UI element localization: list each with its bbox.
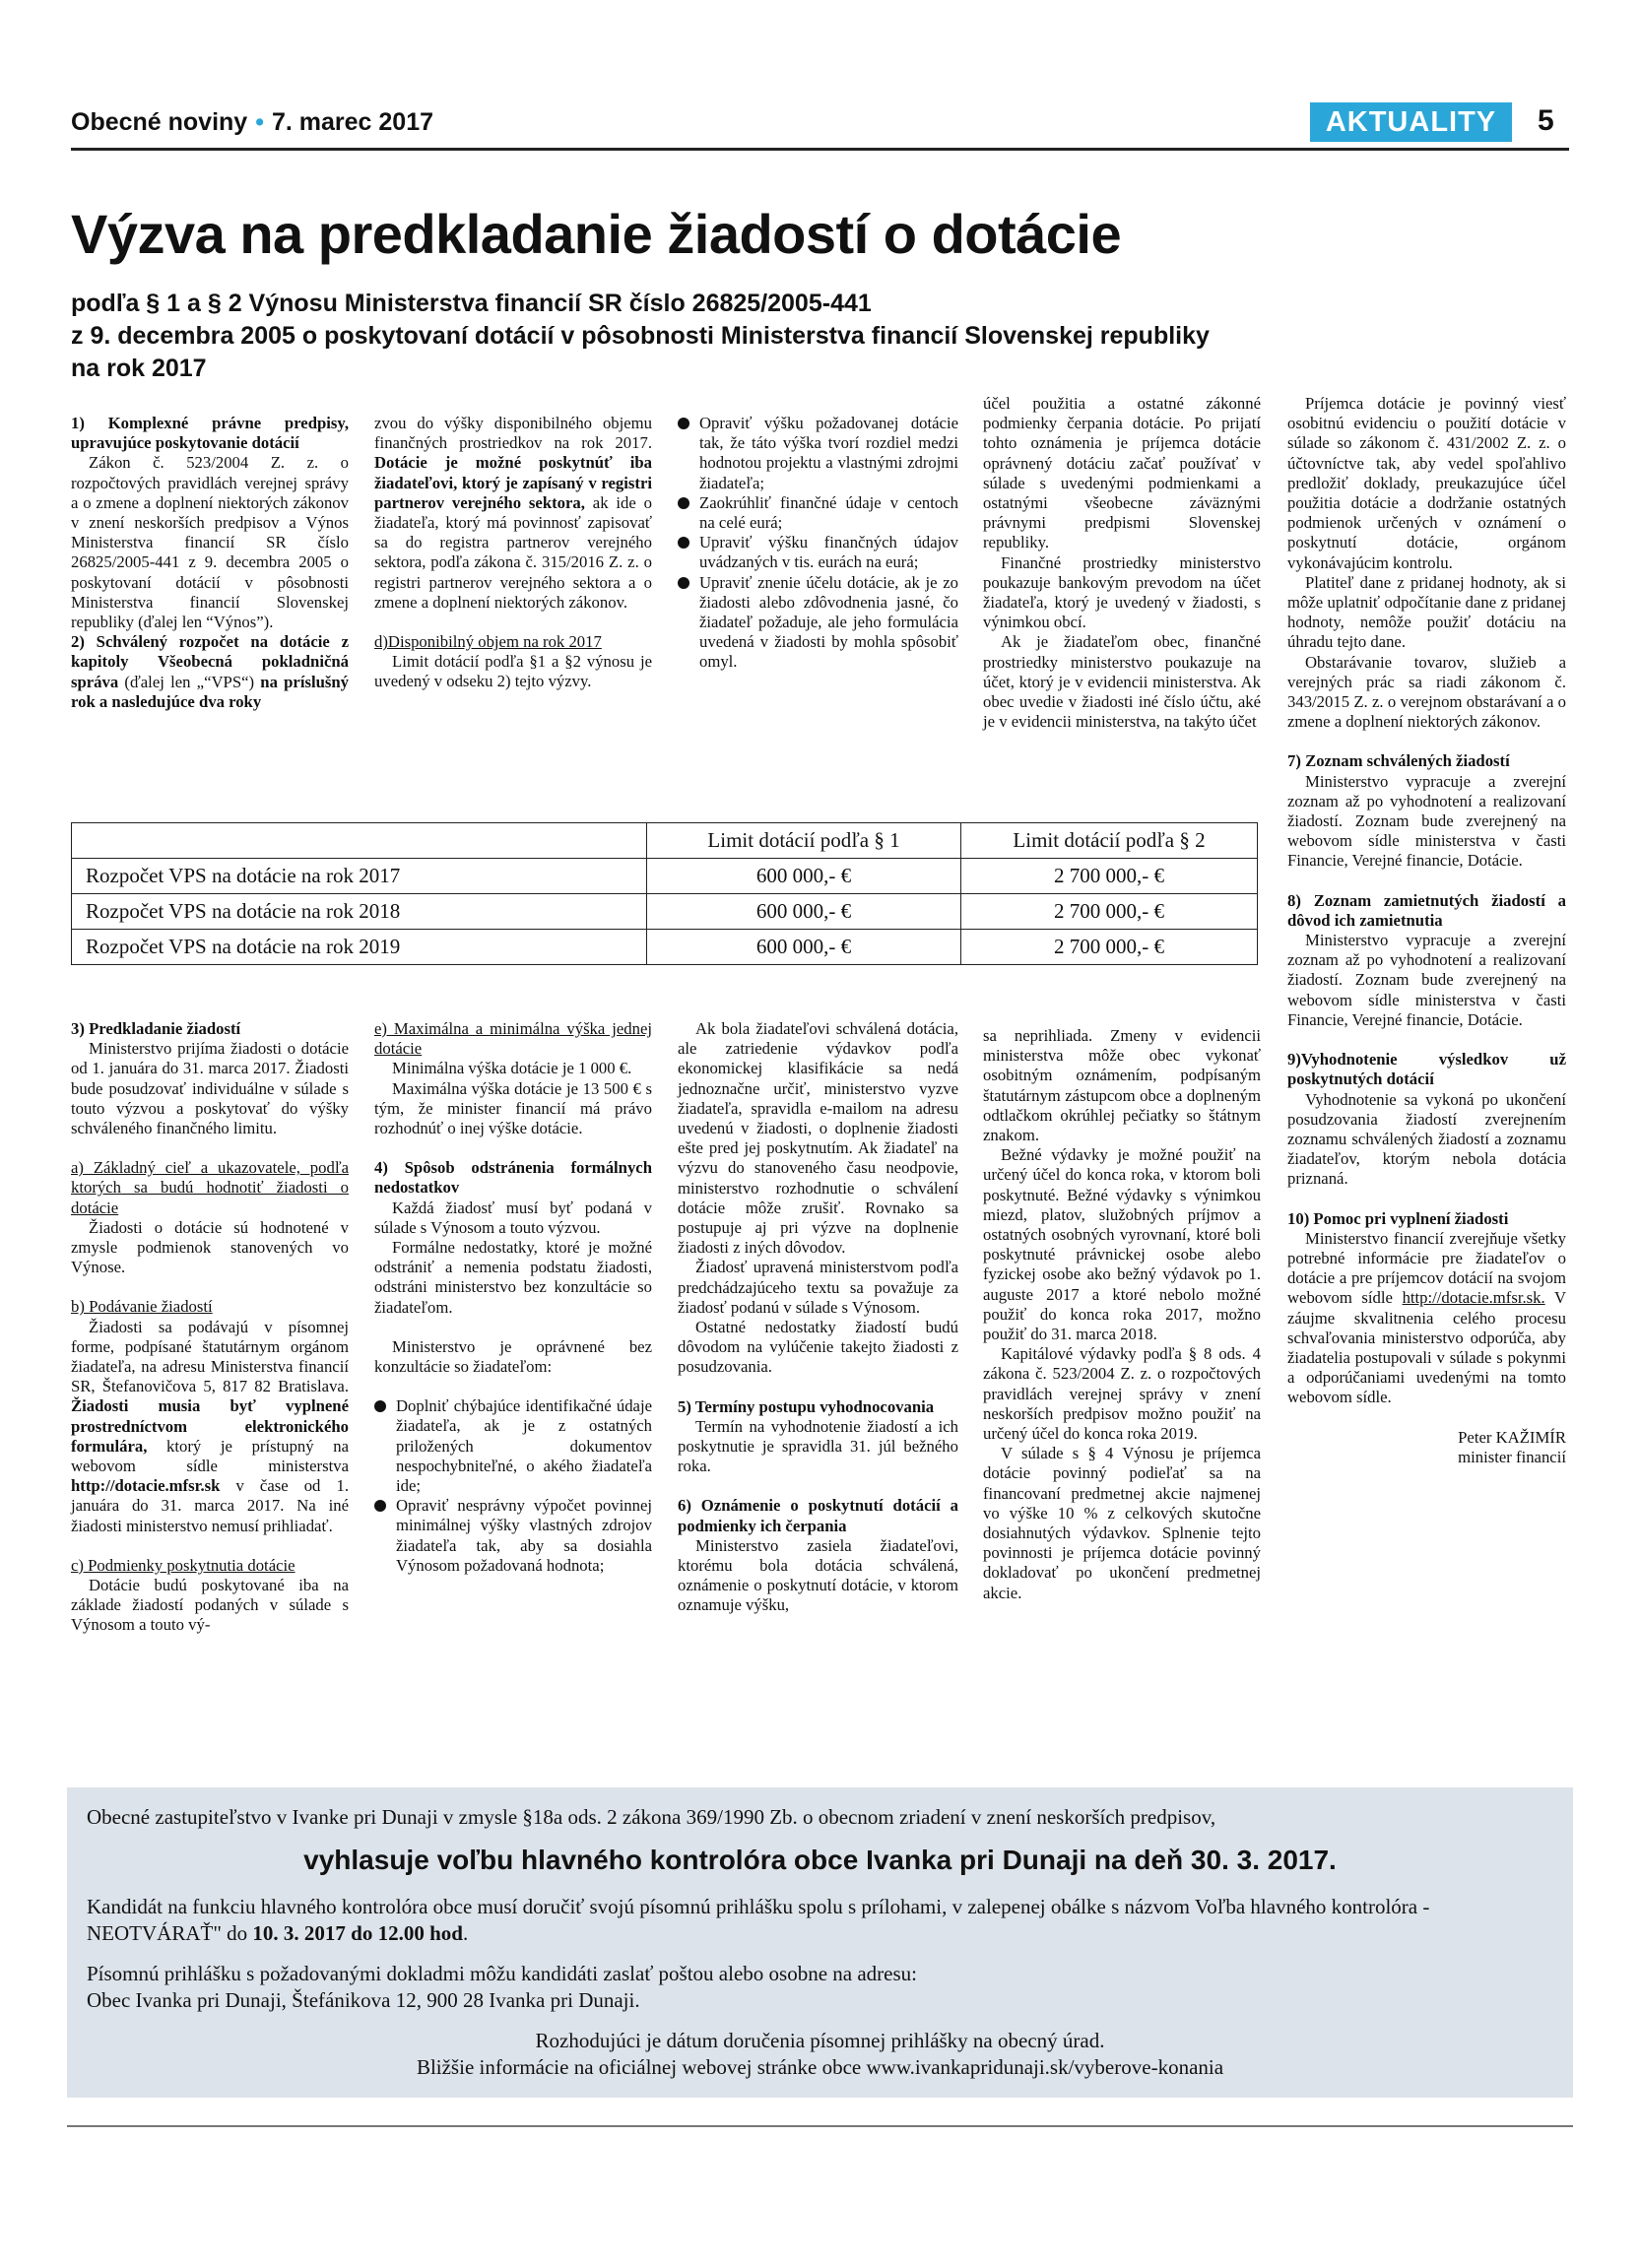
notice-footer [67, 2028, 1573, 2081]
paragraph: Dotácie budú poskytované iba na základe žiadostí podaných v súlade s Výnosom a touto vý- [71, 1576, 349, 1635]
table-cell: Rozpočet VPS na dotácie na rok 2017 [72, 859, 647, 894]
paragraph: Ostatné nedostatky žiadostí budú dôvodom na vylúčenie takejto žiadosti z posudzovania. [678, 1318, 958, 1377]
lower-column-3 [678, 1019, 958, 1616]
paragraph: sa neprihliada. Zmeny v evidencii ministerstva môže obec vykonať osobitným oznámením, podpísaným štatutárnym zástupcom obce a doplneným odtlačkom okrúhlej pečiatky so štátnym znakom. [983, 1026, 1261, 1145]
text-run: Ministerstvo financií zverejňuje všetky potrebné informácie pre žiadateľov o dotácie a pre príjemcov dotácií na svojom webovom sídle [1287, 1228, 1566, 1308]
text-run: ak ide o žiadateľa, ktorý má povinnosť zapisovať sa do registra partnerov verejného sektora, podľa zákona č. 315/2016 Z. z. o registri partnerov verejného sektora a o zmene a doplnení niektorých zákonov. [374, 492, 652, 612]
table-row [72, 930, 1258, 965]
text-run: Kandidát na funkciu hlavného kontrolóra obce musí doručiť svojú písomnú prihlášku spolu s prílohami, v zalepenej obálke s názvom Voľba hlavného kontrolóra - NEOTVÁRAŤ" do [87, 1895, 1430, 1945]
table-cell: 2 700 000,- € [961, 859, 1258, 894]
paper-name: Obecné noviny [71, 108, 248, 136]
list-item [374, 1396, 652, 1496]
signature-name: Peter KAŽIMÍR [1458, 1427, 1566, 1447]
list-item [678, 493, 958, 533]
spacer [1287, 1408, 1566, 1428]
list-item-text: Opraviť výšku požadovanej dotácie tak, že táto výška tvorí rozdiel medzi hodnotou projektu a vlastnými zdrojmi žiadateľa; [699, 414, 958, 492]
article-title: Výzva na predkladanie žiadostí o dotácie [71, 203, 1122, 265]
paragraph: Bežné výdavky je možné použiť na určený účel do konca roka, v ktorom boli poskytnuté. Bežné výdavky s výnimkou miezd, platov, služobných príjmov a ostatných osobných vyrovnaní, ktoré boli poskytnuté právnickej osobe alebo fyzickej osobe ako bežný výdavok po 1. auguste 2017 a ktoré nebolo možné použiť do konca roka 2017, možno použiť do 31. marca 2018. [983, 1145, 1261, 1344]
bullet-icon [374, 1500, 386, 1512]
bullet-icon [678, 577, 689, 589]
text-line: Rozhodujúci je dátum doručenia písomnej prihlášky na obecný úrad. [535, 2029, 1105, 2052]
list-item-text: Opraviť nesprávny výpočet povinnej minimálnej výšky vlastných zdrojov žiadateľa tak, aby sa dosiahla Výnosom požadovaná hodnota; [396, 1496, 652, 1575]
paragraph: Ministerstvo vypracuje a zverejní zoznam až po vyhodnotení a realizovaní žiadostí. Zoznam bude zverejnený na webovom sídle ministerstva v časti Financie, Verejné financie, Dotácie. [1287, 771, 1566, 871]
spacer [1287, 1190, 1566, 1209]
subsection-heading: e) Maximálna a minimálna výška jednej dotácie [374, 1019, 652, 1059]
upper-column-3 [678, 414, 958, 673]
paragraph [71, 632, 349, 712]
paragraph: Ministerstvo vypracuje a zverejní zoznam až po vyhodnotení a realizovaní žiadostí. Zoznam bude zverejnený na webovom sídle ministerstva v časti Financie, Verejné financie, Dotácie. [1287, 931, 1566, 1029]
address-line: Obec Ivanka pri Dunaji, Štefánikova 12, 900 28 Ivanka pri Dunaji. [87, 1988, 640, 2012]
text-line: Písomnú prihlášku s požadovanými dokladmi môžu kandidáti zaslať poštou alebo osobne na adresu: [87, 1962, 917, 1985]
bullet-icon [374, 1400, 386, 1412]
section-heading: 1) Komplexné právne predpisy, upravujúce poskytovanie dotácií [71, 414, 349, 453]
bullet-separator: • [255, 108, 264, 136]
list-item-text: Upraviť znenie účelu dotácie, ak je zo žiadosti alebo zdôvodnenia jasné, čo žiadateľ požaduje, ale jeho formulácia uvedená v žiadosti by mohla spôsobiť omyl. [699, 572, 958, 672]
paragraph: Príjemca dotácie je povinný viesť osobitnú evidenciu o použití dotácie v súlade so zákonom č. 431/2002 Z. z. o účtovníctve tak, aby vedel spoľahlivo predložiť doklady, preukazujúce účel použitia dotácie a dodržanie ostatných podmienok určených v oznámení o poskytnutí dotácie, orgánom vykonávajúcim kontrolu. [1287, 394, 1566, 572]
spacer [678, 1378, 958, 1397]
text-run: v čase od 1. januára do 31. marca 2017. Na iné žiadosti ministerstvo nemusí prihliadať. [71, 1476, 349, 1535]
section-heading: 8) Zoznam zamietnutých žiadostí a dôvod ich zamietnutia [1287, 890, 1566, 930]
paragraph: Ak je žiadateľom obec, finančné prostriedky ministerstvo poukazuje na účet, ktorý je v evidencii ministerstva. Ak obec uvedie v žiadosti iné číslo účtu, aké je v evidencii ministerstva, na takýto účet [983, 632, 1261, 732]
table-cell: 2 700 000,- € [961, 930, 1258, 965]
spacer [1287, 872, 1566, 891]
paragraph: Minimálna výška dotácie je 1 000 €. [392, 1059, 632, 1078]
election-notice-box [67, 1787, 1573, 2098]
list-item-text: Doplniť chýbajúce identifikačné údaje žiadateľa, ak je z ostatných priložených dokumentov nespochybniteľné, o akého žiadateľa ide; [396, 1396, 652, 1496]
spacer [71, 1536, 349, 1556]
paragraph: Vyhodnotenie sa vykoná po ukončení posudzovania žiadostí zverejnením zoznamu schválených žiadostí a zoznamu žiadateľov, ktorým nebola dotácia priznaná. [1287, 1089, 1566, 1189]
text-run: ktorý je prístupný na webovom sídle ministerstva [71, 1436, 349, 1476]
list-item [678, 533, 958, 572]
table-header-cell: Limit dotácií podľa § 1 [647, 823, 961, 859]
text-run: zvou do výšky disponibilného objemu finančných prostriedkov na rok 2017. [374, 414, 652, 453]
paragraph: Žiadosť upravená ministerstvom podľa predchádzajúceho textu sa považuje za žiadosť podanú v súlade s Výnosom. [678, 1258, 958, 1317]
paragraph: Ministerstvo zasiela žiadateľovi, ktorému bola dotácia schválená, oznámenie o poskytnutí dotácie, v ktorom oznamuje výšku, [678, 1535, 958, 1615]
subtitle-line: podľa § 1 a § 2 Výnosu Ministerstva financií SR číslo 26825/2005-441 [71, 290, 872, 317]
table-cell: Rozpočet VPS na dotácie na rok 2019 [72, 930, 647, 965]
section-heading: 4) Spôsob odstránenia formálnych nedostatkov [374, 1158, 652, 1198]
text-run: Dotácie je možné poskytnúť iba žiadateľovi, ktorý je zapísaný v registri partnerov verejného sektora, [374, 453, 652, 512]
bullet-icon [678, 418, 689, 429]
table-cell: Rozpočet VPS na dotácie na rok 2018 [72, 894, 647, 930]
spacer [71, 1138, 349, 1158]
text-run: . [462, 1921, 469, 1945]
table-header-row [72, 823, 1258, 859]
list-item [374, 1496, 652, 1576]
deadline: 10. 3. 2017 do 12.00 hod [252, 1921, 463, 1945]
subsection-heading: a) Základný cieľ a ukazovatele, podľa ktorých sa budú hodnotiť žiadosti o dotácie [71, 1158, 349, 1217]
subsection-heading: d)Disponibilný objem na rok 2017 [374, 632, 602, 652]
spacer [1287, 732, 1566, 751]
subsection-heading: b) Podávanie žiadostí [71, 1297, 213, 1317]
lower-column-4 [983, 1026, 1261, 1603]
paragraph: Kapitálové výdavky podľa § 8 ods. 4 zákona č. 523/2004 Z. z. o rozpočtových pravidlách verejnej správy v znení neskorších predpisov možno použiť na určený účel do konca roka 2019. [983, 1344, 1261, 1444]
section-heading: 9)Vyhodnotenie výsledkov už poskytnutých dotácií [1287, 1050, 1566, 1089]
table-row [72, 859, 1258, 894]
notice-paragraph [87, 1961, 1544, 2014]
list-item-text: Upraviť výšku finančných údajov uvádzaných v tis. eurách na eurá; [699, 533, 958, 572]
website-line: Bližšie informácie na oficiálnej webovej stránke obce www.ivankapridunaji.sk/vyberove-konania [416, 2055, 1224, 2079]
paragraph: Termín na vyhodnotenie žiadostí a ich poskytnutie je spravidla 31. júl bežného roka. [678, 1416, 958, 1476]
budget-table [71, 822, 1258, 965]
spacer [374, 1138, 652, 1158]
lower-column-2 [374, 1019, 652, 1576]
paragraph: Ak bola žiadateľovi schválená dotácia, ale zatriedenie výdavkov podľa ekonomickej klasifikácie sa nedá jednoznačne určiť, ministerstvo vyzve žiadateľa, spravidla e-mailom na adresu uvedenú v žiadosti, o doplnenie žiadosti ešte pred jej poskytnutím. Ak žiadateľ na výzvu do stanoveného času neodpovie, ministerstvo rozhodnutie o schválení dotácie môže zrušiť. Rovnako sa postupuje aj pri výzve na doplnenie žiadosti z iných dôvodov. [678, 1019, 958, 1258]
website-link[interactable]: http://dotacie.mfsr.sk. [1402, 1288, 1545, 1308]
text-run: (ďalej len „“VPS“) [118, 672, 261, 691]
subsection-heading: c) Podmienky poskytnutia dotácie [71, 1555, 295, 1575]
table-cell: 600 000,- € [647, 859, 961, 894]
lower-column-1 [71, 1019, 349, 1636]
upper-column-1 [71, 414, 349, 712]
running-header [71, 108, 433, 137]
spacer [374, 613, 652, 632]
article-subtitle [71, 288, 1509, 385]
paragraph: Ministerstvo prijíma žiadosti o dotácie od 1. januára do 31. marca 2017. Žiadosti bude posudzovať individuálne v súlade s touto výzvou a poskytovať do výšky schváleného finančného limitu. [71, 1039, 349, 1138]
paragraph: Maximálna výška dotácie je 13 500 € s tým, že minister financií má právo rozhodnúť o inej výške dotácie. [374, 1078, 652, 1138]
paragraph: Limit dotácií podľa §1 a §2 výnosu je uvedený v odseku 2) tejto výzvy. [374, 652, 652, 691]
section-heading: 6) Oznámenie o poskytnutí dotácií a podmienky ich čerpania [678, 1496, 958, 1535]
paragraph [71, 1318, 349, 1536]
paragraph: Obstarávanie tovarov, služieb a verejných prác sa riadi zákonom č. 343/2015 Z. z. o verejnom obstarávaní a o zmene a doplnení niektorých zákonov. [1287, 652, 1566, 732]
issue-date: 7. marec 2017 [271, 108, 434, 136]
spacer [71, 1277, 349, 1297]
list-item [678, 573, 958, 673]
paragraph: Žiadosti o dotácie sú hodnotené v zmysle podmienok stanovených vo Výnose. [71, 1217, 349, 1277]
table-cell: 600 000,- € [647, 894, 961, 930]
notice-intro: Obecné zastupiteľstvo v Ivanke pri Dunaji v zmysle §18a ods. 2 zákona 369/1990 Zb. o obecnom zriadení v znení neskorších predpisov, [87, 1805, 1216, 1829]
footer-rule [67, 2125, 1573, 2127]
section-heading: 2) Schválený rozpočet na dotácie z kapitoly Všeobecná pokladničná správa [71, 632, 349, 691]
text-run: V záujme skvalitnenia celého procesu schvaľovania ministerstvo odporúča, aby žiadatelia postupovali v súlade s pokynmi a odporúčaniami uvedenými na tomto webovom sídle. [1287, 1288, 1566, 1407]
paragraph [1287, 1229, 1566, 1408]
paragraph [374, 414, 652, 613]
section-heading: 7) Zoznam schválených žiadostí [1287, 751, 1510, 771]
table-header-cell [72, 823, 647, 859]
subtitle-line: na rok 2017 [71, 355, 207, 382]
website-link[interactable]: http://dotacie.mfsr.sk [71, 1476, 221, 1496]
paragraph: Formálne nedostatky, ktoré je možné odstrániť a nemenia podstatu žiadosti, odstráni ministerstvo bez konzultácie so žiadateľom. [374, 1238, 652, 1317]
spacer [1287, 1030, 1566, 1050]
spacer [374, 1318, 652, 1337]
header-rule [71, 148, 1569, 151]
right-column [1287, 394, 1566, 1467]
page-number: 5 [1538, 104, 1554, 137]
table-cell: 2 700 000,- € [961, 894, 1258, 930]
table-cell: 600 000,- € [647, 930, 961, 965]
upper-column-4 [983, 394, 1261, 732]
notice-headline: vyhlasuje voľbu hlavného kontrolóra obce Ivanka pri Dunaji na deň 30. 3. 2017. [303, 1845, 1337, 1875]
paragraph: Ministerstvo je oprávnené bez konzultácie so žiadateľom: [374, 1336, 652, 1377]
table-row [72, 894, 1258, 930]
bullet-icon [678, 537, 689, 549]
bullet-icon [678, 497, 689, 509]
table-header-cell: Limit dotácií podľa § 2 [961, 823, 1258, 859]
spacer [374, 1377, 652, 1396]
text-run: na príslušný rok a nasledujúce dva roky [71, 672, 349, 711]
paragraph: Finančné prostriedky ministerstvo poukazuje bankovým prevodom na účet žiadateľa, ktorý je uvedený v žiadosti, s výnimkou obcí. [983, 552, 1261, 632]
paragraph: V súlade s § 4 Výnosu je príjemca dotácie povinný podieľať sa na financovaní predmetnej akcie najmenej vo výške 10 % z celkových skutočne dosiahnutých výdavkov. Splnenie tejto povinnosti je príjemca dotácie povinný dokladovať po ukončení predmetnej akcie. [983, 1444, 1261, 1602]
section-heading: 3) Predkladanie žiadostí [71, 1019, 241, 1038]
subtitle-line: z 9. decembra 2005 o poskytovaní dotácií v pôsobnosti Ministerstva financií Slovenskej republiky [71, 322, 1210, 350]
spacer [678, 1476, 958, 1496]
signature-title: minister financií [1458, 1447, 1566, 1466]
list-item-text: Zaokrúhliť finančné údaje v centoch na celé eurá; [699, 492, 958, 533]
section-label: AKTUALITY [1310, 102, 1512, 142]
paragraph: Zákon č. 523/2004 Z. z. o rozpočtových pravidlách verejnej správy a o zmene a doplnení niektorých zákonov v znení neskorších predpisov a Výnos Ministerstva financií SR číslo 26825/2005-441 z 9. decembra 2005 o poskytovaní dotácií v pôsobnosti Ministerstva financií Slovenskej republiky (ďalej len “Výnos”). [71, 453, 349, 632]
text-run: Žiadosti musia byť vyplnené prostredníctvom elektronického formulára, [71, 1396, 349, 1456]
text-run: Žiadosti sa podávajú v písomnej forme, podpísané štatutárnym orgánom žiadateľa, na adresu Ministerstva financií SR, Štefanovičova 5, 817 82 Bratislava. [71, 1317, 349, 1396]
section-heading: 10) Pomoc pri vyplnení žiadosti [1287, 1208, 1509, 1228]
paragraph: Každá žiadosť musí byť podaná v súlade s Výnosom a touto výzvou. [374, 1198, 652, 1237]
notice-paragraph [87, 1894, 1544, 1947]
section-heading: 5) Termíny postupu vyhodnocovania [678, 1396, 935, 1416]
paragraph: Platiteľ dane z pridanej hodnoty, ak si môže uplatniť odpočítanie dane z pridanej hodnoty, nemôže použiť dotáciu na úhradu tejto dane. [1287, 572, 1566, 652]
upper-column-2 [374, 414, 652, 692]
list-item [678, 414, 958, 493]
paragraph: účel použitia a ostatné zákonné podmienky čerpania dotácie. Po prijatí tohto oznámenia je príjemca dotácie oprávnený dotáciu začať používať v súlade s uvedenými podmienkami a ostatnými všeobecne záväznými právnymi predpismi Slovenskej republiky. [983, 394, 1261, 552]
